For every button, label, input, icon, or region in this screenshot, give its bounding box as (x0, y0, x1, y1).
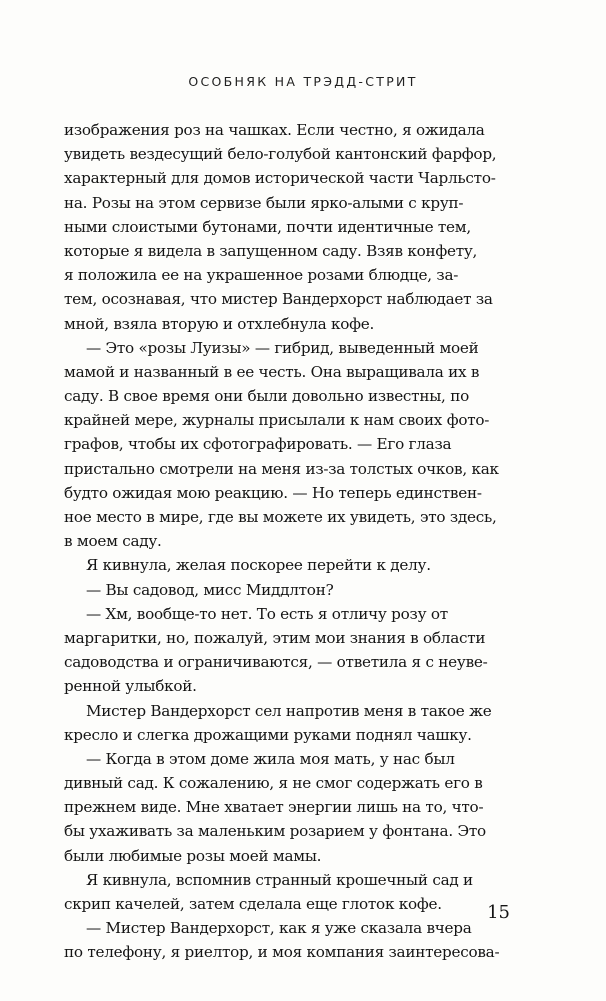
text-line: — Вы садовод, мисс Миддлтон? (86, 580, 334, 599)
text-line: — Это «розы Луизы» — гибрид, выведенный моей (86, 338, 479, 357)
text-line: тем, осознавая, что мистер Вандерхорст наблюдает за (64, 290, 493, 309)
text-line: саду. В свое время они были довольно известны, по (64, 387, 469, 406)
text-line: бы ухаживать за маленьким розарием у фонтана. Это (64, 822, 486, 841)
text-line: характерный для домов исторической части Чарльсто- (64, 169, 496, 188)
text-line: кресло и слегка дрожащими руками поднял чашку. (64, 725, 472, 744)
text-line: были любимые розы моей мамы. (64, 846, 322, 865)
text-line: на. Розы на этом сервизе были ярко-алыми с круп- (64, 193, 464, 212)
running-head-title: ОСОБНЯК НА ТРЭДД-СТРИТ (188, 74, 418, 89)
text-line: по телефону, я риелтор, и моя компания заинтересова- (64, 943, 500, 962)
text-line: Я кивнула, желая поскорее перейти к делу. (86, 556, 431, 575)
text-line: в моем саду. (64, 532, 162, 551)
text-line: прежнем виде. Мне хватает энергии лишь на то, что- (64, 798, 484, 817)
text-line: — Мистер Вандерхорст, как я уже сказала вчера (86, 919, 472, 938)
text-line: дивный сад. К сожалению, я не смог содержать его в (64, 774, 483, 793)
text-line: ными слоистыми бутонами, почти идентичные тем, (64, 217, 471, 236)
text-line: — Когда в этом доме жила моя мать, у нас был (86, 749, 455, 768)
text-line: ренной улыбкой. (64, 677, 197, 696)
text-line: я положила ее на украшенное розами блюдце, за- (64, 266, 459, 285)
text-line: Мистер Вандерхорст сел напротив меня в такое же (86, 701, 492, 720)
text-line: которые я видела в запущенном саду. Взяв конфету, (64, 241, 478, 260)
text-line: скрип качелей, затем сделала еще глоток кофе. (64, 895, 442, 913)
text-line: графов, чтобы их сфотографировать. — Его глаза (64, 435, 452, 454)
text-line: ное место в мире, где вы можете их увидеть, это здесь, (64, 508, 497, 526)
page-number: 15 (487, 902, 510, 923)
text-line: будто ожидая мою реакцию. — Но теперь единствен- (64, 483, 482, 502)
body-text (64, 118, 506, 965)
text-line: — Хм, вообще-то нет. То есть я отличу розу от (86, 604, 448, 623)
text-line: изображения роз на чашках. Если честно, я ожидала (64, 121, 485, 139)
text-line: маргаритки, но, пожалуй, этим мои знания в области (64, 628, 486, 647)
text-line: пристально смотрели на меня из-за толстых очков, как (64, 459, 499, 478)
text-line: мамой и названный в ее честь. Она выращивала их в (64, 362, 480, 381)
text-line: увидеть вездесущий бело-голубой кантонский фарфор, (64, 145, 497, 164)
text-line: крайней мере, журналы присылали к нам своих фото- (64, 411, 490, 430)
text-line: садоводства и ограничиваются, — ответила я с неуве- (64, 653, 488, 672)
text-line: Я кивнула, вспомнив странный крошечный сад и (86, 870, 473, 889)
text-line: мной, взяла вторую и отхлебнула кофе. (64, 314, 375, 333)
